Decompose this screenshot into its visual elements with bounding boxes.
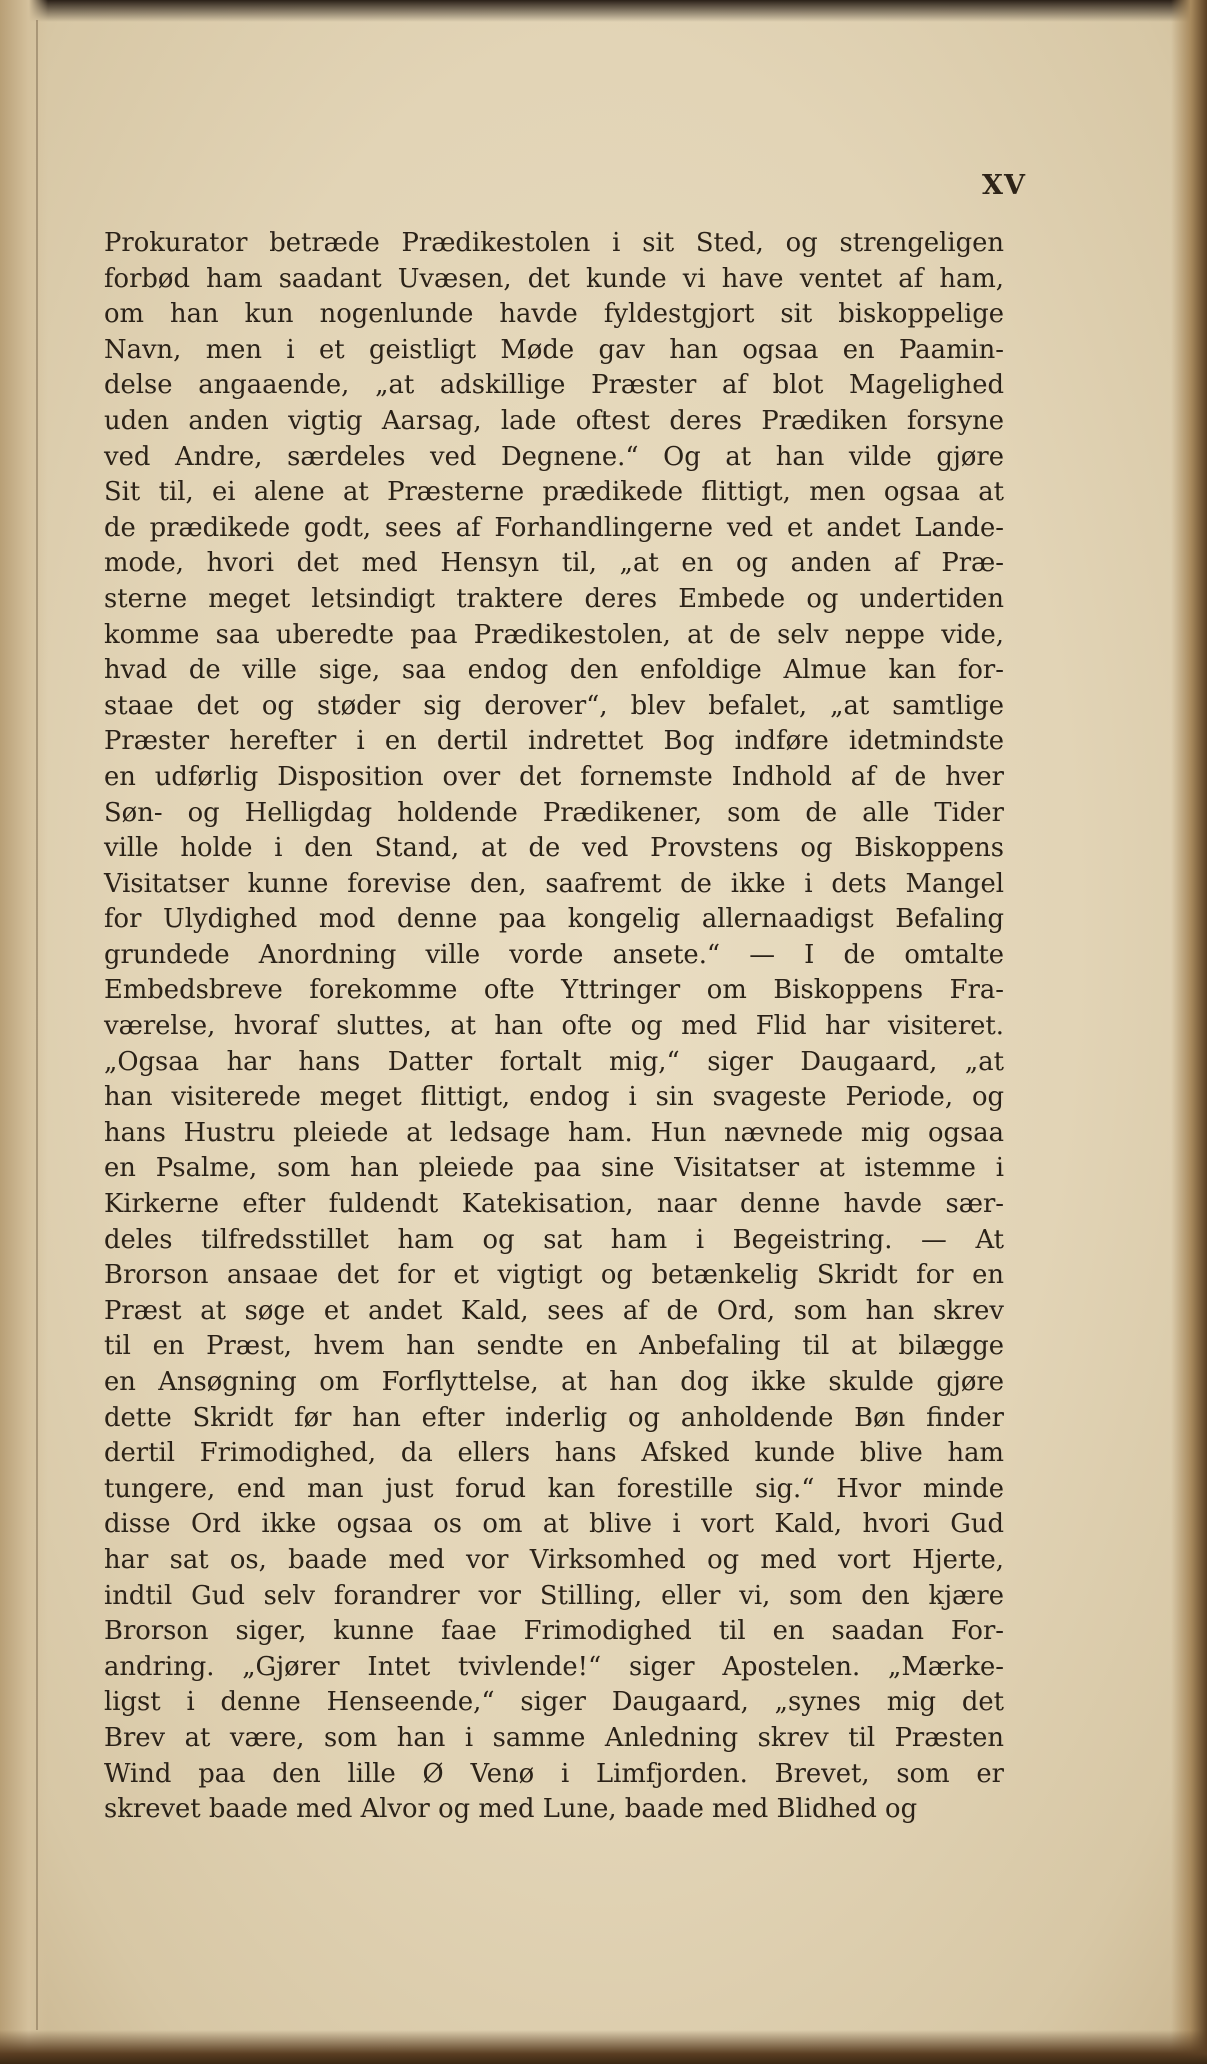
text-line: for Ulydighed mod denne paa kongelig allernaadigst Befaling <box>104 904 1004 935</box>
text-line: Kirkerne efter fuldendt Katekisation, naar denne havde sær- <box>104 1189 1004 1220</box>
text-line: ligst i denne Henseende,“ siger Daugaard, „synes mig det <box>104 1687 1004 1718</box>
text-line: værelse, hvoraf sluttes, at han ofte og med Flid har visiteret. <box>104 1011 1004 1042</box>
page-edge <box>1171 0 1207 2064</box>
text-line: „Ogsaa har hans Datter fortalt mig,“ siger Daugaard, „at <box>104 1046 1004 1077</box>
text-line: om han kun nogenlunde havde fyldestgjort sit biskoppelige <box>104 299 1004 330</box>
text-line: ville holde i den Stand, at de ved Provstens og Biskoppens <box>104 833 1004 864</box>
page-number: XV <box>982 170 1026 201</box>
text-line: dette Skridt før han efter inderlig og anholdende Bøn finder <box>104 1402 1004 1433</box>
page-gutter <box>0 0 48 2064</box>
text-line: komme saa uberedte paa Prædikestolen, at de selv neppe vide, <box>104 619 1004 650</box>
text-line: mode, hvori det med Hensyn til, „at en og anden af Præ- <box>104 548 1004 579</box>
text-line: en Psalme, som han pleiede paa sine Visitatser at istemme i <box>104 1153 1004 1184</box>
bottom-shadow <box>0 2030 1207 2064</box>
text-line: Præster herefter i en dertil indrettet Bog indføre idetmindste <box>104 726 1004 757</box>
text-line: disse Ord ikke ogsaa os om at blive i vort Kald, hvori Gud <box>104 1509 1004 1540</box>
text-line: Søn- og Helligdag holdende Prædikener, som de alle Tider <box>104 797 1004 828</box>
text-line: dertil Frimodighed, da ellers hans Afsked kunde blive ham <box>104 1438 1004 1469</box>
text-line: Brorson siger, kunne faae Frimodighed til en saadan For- <box>104 1616 1004 1647</box>
text-line: staae det og støder sig derover“, blev befalet, „at samtlige <box>104 690 1004 721</box>
text-line: en udførlig Disposition over det fornemste Indhold af de hver <box>104 761 1004 792</box>
text-line: uden anden vigtig Aarsag, lade oftest deres Prædiken forsyne <box>104 405 1004 436</box>
text-line: hans Hustru pleiede at ledsage ham. Hun nævnede mig ogsaa <box>104 1117 1004 1148</box>
text-line: andring. „Gjører Intet tvivlende!“ siger Apostelen. „Mærke- <box>104 1651 1004 1682</box>
text-line: Brorson ansaae det for et vigtigt og betænkelig Skridt for en <box>104 1260 1004 1291</box>
text-line: tungere, end man just forud kan forestille sig.“ Hvor minde <box>104 1473 1004 1504</box>
text-line: forbød ham saadant Uvæsen, det kunde vi have ventet af ham, <box>104 263 1004 294</box>
text-line: Prokurator betræde Prædikestolen i sit Sted, og strengeligen <box>104 228 1004 258</box>
text-line: en Ansøgning om Forflyttelse, at han dog ikke skulde gjøre <box>104 1367 1004 1397</box>
body-text <box>104 226 1004 1828</box>
text-line: hvad de ville sige, saa endog den enfoldige Almue kan for- <box>104 655 1004 686</box>
text-line: Sit til, ei alene at Præsterne prædikede flittigt, men ogsaa at <box>104 477 1004 508</box>
text-line: indtil Gud selv forandrer vor Stilling, eller vi, som den kjære <box>104 1580 1004 1611</box>
text-line: grundede Anordning ville vorde ansete.“ — I de omtalte <box>104 939 1004 970</box>
text-line: delse angaaende, „at adskillige Præster af blot Magelighed <box>104 370 1004 401</box>
text-line: sterne meget letsindigt traktere deres Embede og undertiden <box>104 583 1004 614</box>
text-line: deles tilfredsstillet ham og sat ham i Begeistring. — At <box>104 1224 1004 1255</box>
text-line: ved Andre, særdeles ved Degnene.“ Og at han vilde gjøre <box>104 441 1004 472</box>
gutter-line <box>36 20 38 2030</box>
text-line: har sat os, baade med vor Virksomhed og med vort Hjerte, <box>104 1544 1004 1575</box>
text-line: Visitatser kunne forevise den, saafremt de ikke i dets Mangel <box>104 868 1004 899</box>
text-line: skrevet baade med Alvor og med Lune, baade med Blidhed og <box>104 1794 918 1825</box>
text-line: Embedsbreve forekomme ofte Yttringer om Biskoppens Fra- <box>104 975 1004 1006</box>
text-line: Wind paa den lille Ø Venø i Limfjorden. Brevet, som er <box>104 1758 1004 1789</box>
text-line: Navn, men i et geistligt Møde gav han ogsaa en Paamin- <box>104 334 1004 365</box>
text-line: Præst at søge et andet Kald, sees af de Ord, som han skrev <box>104 1295 1004 1326</box>
text-line: Brev at være, som han i samme Anledning skrev til Præsten <box>104 1722 1004 1753</box>
text-line: han visiterede meget flittigt, endog i sin svageste Periode, og <box>104 1082 1004 1113</box>
text-line: til en Præst, hvem han sendte en Anbefaling til at bilægge <box>104 1331 1004 1362</box>
top-shadow <box>0 0 1207 22</box>
text-line: de prædikede godt, sees af Forhandlingerne ved et andet Lande- <box>104 512 1004 543</box>
